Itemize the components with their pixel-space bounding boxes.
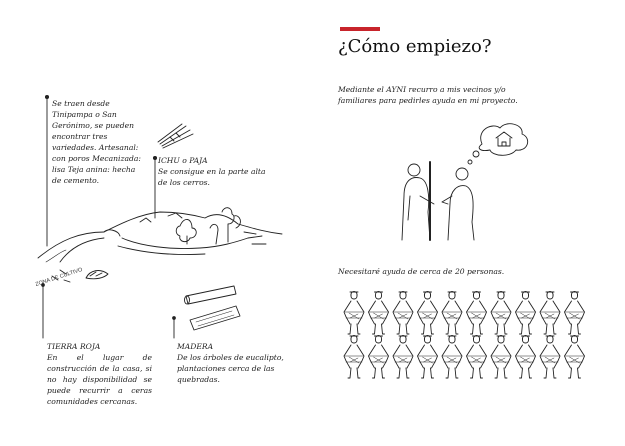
tiles-note-text: Se traen desde Tinipampa o San Gerónimo, se pueden encontrar tres variedades. Artesanal: con poros Mecanizada: lisa Teja anina: hecha de cemento. <box>52 99 141 185</box>
ichu-bundle-sketch <box>158 124 193 148</box>
person-figure <box>393 336 413 379</box>
person-figure <box>442 292 462 335</box>
person-figure <box>369 292 389 335</box>
person-figure <box>540 336 560 379</box>
person-figure <box>369 336 389 379</box>
person-figure <box>442 336 462 379</box>
person-figure <box>393 292 413 335</box>
madera-sketch <box>185 286 241 330</box>
tierra-roja-text: En el lugar de construcción de la casa, si no hay disponibilidad se puede recurrir a ceras comunidades cercanas. <box>47 353 152 406</box>
ayni-conversation-sketch <box>402 124 528 240</box>
madera-text: De los árboles de eucalipto, plantaciones cerca de las quebradas. <box>177 353 284 384</box>
people-grid <box>344 292 585 379</box>
page-title: ¿Cómo empiezo? <box>338 36 492 57</box>
landscape-sketch <box>35 208 282 288</box>
person-figure <box>467 336 487 379</box>
people-caption: Necesitaré ayuda de cerca de 20 personas. <box>338 267 505 276</box>
tierra-roja-sketch <box>86 271 108 279</box>
person-figure <box>491 292 511 335</box>
leader-lines <box>42 95 176 338</box>
person-figure <box>344 292 364 335</box>
person-figure <box>516 292 536 335</box>
tierra-roja-heading: TIERRA ROJA <box>47 342 101 351</box>
ichu-heading: ICHU o PAJA <box>158 156 208 165</box>
person-figure <box>565 336 585 379</box>
person-figure <box>418 336 438 379</box>
person-figure <box>516 336 536 379</box>
intro-text: Mediante el AYNI recurro a mis vecinos y/o familiares para pedirles ayuda en mi proyecto. <box>338 85 518 105</box>
madera-heading: MADERA <box>177 342 214 351</box>
person-figure <box>467 292 487 335</box>
person-figure <box>491 336 511 379</box>
person-figure <box>344 336 364 379</box>
person-figure <box>540 292 560 335</box>
ichu-text: Se consigue en la parte alta de los cerros. <box>158 167 266 187</box>
person-figure <box>565 292 585 335</box>
person-figure <box>418 292 438 335</box>
sketch-label: ZONA DE CULTIVO <box>34 267 84 288</box>
